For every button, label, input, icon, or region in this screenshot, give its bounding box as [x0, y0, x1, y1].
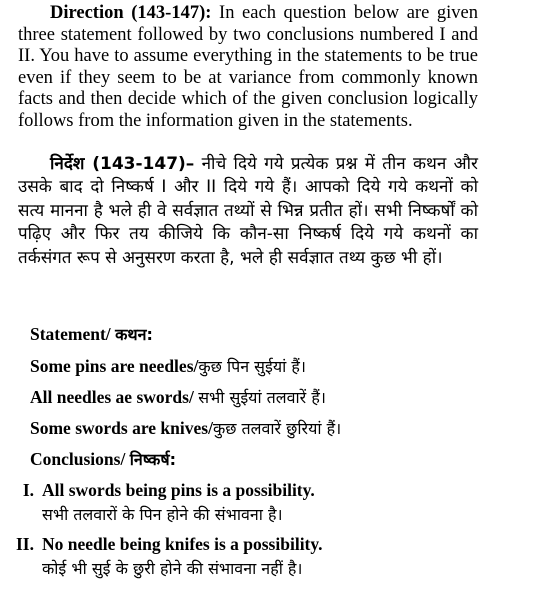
conclusion-1-en: All swords being pins is a possibility.	[42, 480, 315, 500]
conclusion-1-hi: सभी तलवारों के पिन होने की संभावना है।	[42, 505, 283, 524]
conclusions-heading	[30, 448, 176, 470]
statement-1	[30, 355, 306, 377]
conclusion-2-hi: कोई भी सुई के छुरी होने की संभावना नहीं है।	[42, 559, 303, 578]
statement-3	[30, 417, 341, 439]
conclusion-1-number: I.	[22, 480, 34, 500]
conclusion-1	[6, 480, 315, 501]
conclusion-2-number: II.	[16, 534, 34, 554]
statement-heading-en: Statement/	[30, 324, 111, 344]
statement-3-en: Some swords are knives/	[30, 418, 213, 438]
conclusion-2-en: No needle being knifes is a possibility.	[42, 534, 323, 554]
statement-2-en: All needles ae swords/	[30, 387, 194, 407]
statement-1-en: Some pins are needles/	[30, 356, 199, 376]
statement-1-hi: कुछ पिन सुईयां हैं।	[198, 357, 306, 376]
statement-2	[30, 386, 326, 408]
conclusions-heading-hi: निष्कर्ष:	[129, 450, 176, 469]
conclusion-2-hindi	[42, 557, 302, 579]
nirdesh-label: निर्देश (143-147)–	[50, 154, 195, 174]
nirdesh-paragraph	[18, 153, 478, 270]
statement-heading-hi: कथन:	[115, 325, 153, 344]
direction-label: Direction (143-147):	[50, 3, 212, 23]
statement-3-hi: कुछ तलवारें छुरियां हैं।	[212, 419, 342, 438]
conclusion-2	[6, 534, 323, 555]
direction-text: In each question below are given three statement followed by two conclusions numbered I and II. You have to assume everything in the statements to be true even if they seem to be at variance from commonly known facts and then decide which of the given conclusion logically follows from the information given in the statements.	[18, 3, 479, 131]
statement-heading	[30, 323, 153, 345]
direction-paragraph	[18, 3, 478, 133]
conclusion-1-hindi	[42, 503, 283, 525]
nirdesh-text: नीचे दिये गये प्रत्येक प्रश्न में तीन कथन और उसके बाद दो निष्कर्ष I और II दिये गये हैं। आपको दिये गये कथनों को सत्य मानना है भले ही वे सर्वज्ञात तथ्यों से भिन्न प्रतीत हों। सभी निष्कर्षों को पढ़िए और फिर तय कीजिये कि कौन-सा निष्कर्ष दिये गये कथनों का तर्कसंगत रूप से अनुसरण करता है, भले ही सर्वज्ञात तथ्य कुछ भी हों।	[18, 154, 478, 268]
conclusions-heading-en: Conclusions/	[30, 449, 126, 469]
statement-2-hi: सभी सुईयां तलवारें हैं।	[198, 388, 326, 407]
